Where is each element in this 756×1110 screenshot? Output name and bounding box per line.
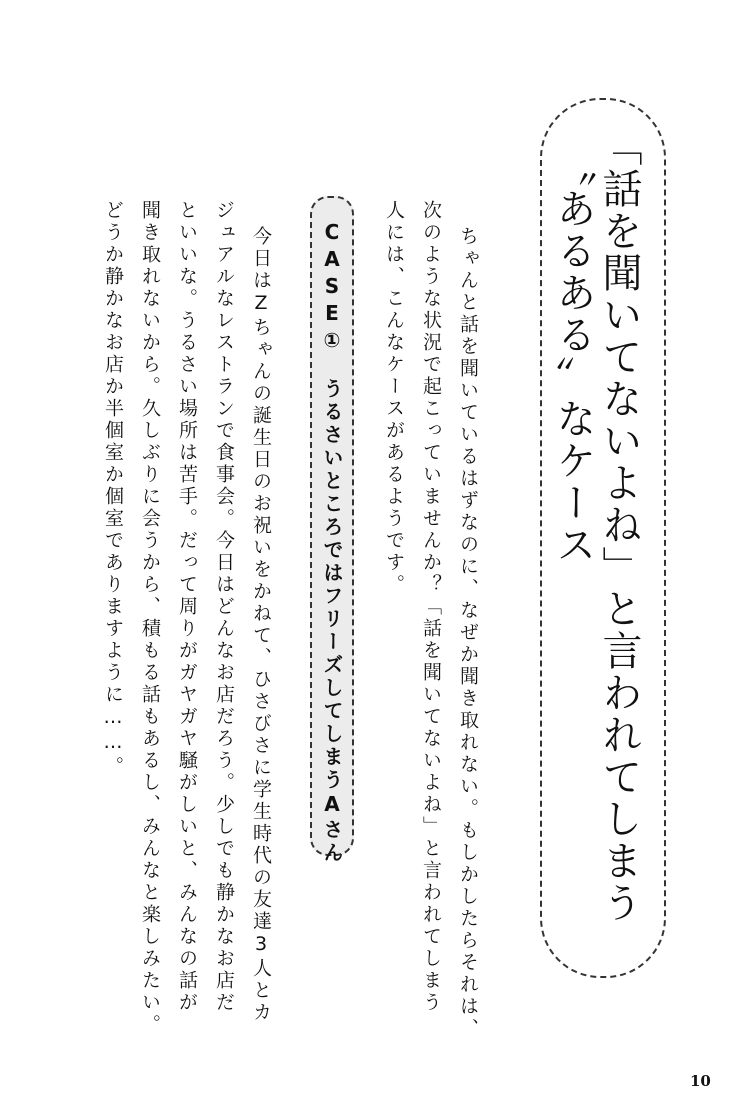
- page-title-line-1: 「話を聞いてないよね」と言われてしまう: [596, 126, 642, 924]
- case-label: CASE① うるさいところではフリーズしてしまうAさん: [320, 220, 344, 865]
- intro-line-2: 次のような状況で起こっていませんか？「話を聞いてないよね」と言われてしまう: [420, 200, 442, 1014]
- body-line-5: どうか静かなお店か半個室か個室でありますように……。: [102, 200, 124, 778]
- page-title-line-2: 〝あるある〟なケース: [550, 146, 596, 566]
- page-number: 10: [690, 1072, 711, 1090]
- body-line-3: といいな。うるさい場所は苦手。だって周りがガヤガヤ騒がしいと、みんなの話が: [176, 200, 198, 1014]
- body-line-1: 今日はZちゃんの誕生日のお祝いをかねて、ひさびさに学生時代の友達3人とカ: [250, 226, 272, 1024]
- body-line-2: ジュアルなレストランで食事会。今日はどんなお店だろう。少しでも静かなお店だ: [213, 200, 235, 1014]
- intro-line-3: 人には、こんなケースがあるようです。: [383, 200, 405, 596]
- intro-line-1: ちゃんと話を聞いているはずなのに、なぜか聞き取れない。もしかしたらそれは、: [457, 226, 479, 1040]
- body-line-4: 聞き取れないから。久しぶりに会うから、積もる話もあるし、みんなと楽しみたい。: [139, 200, 161, 1036]
